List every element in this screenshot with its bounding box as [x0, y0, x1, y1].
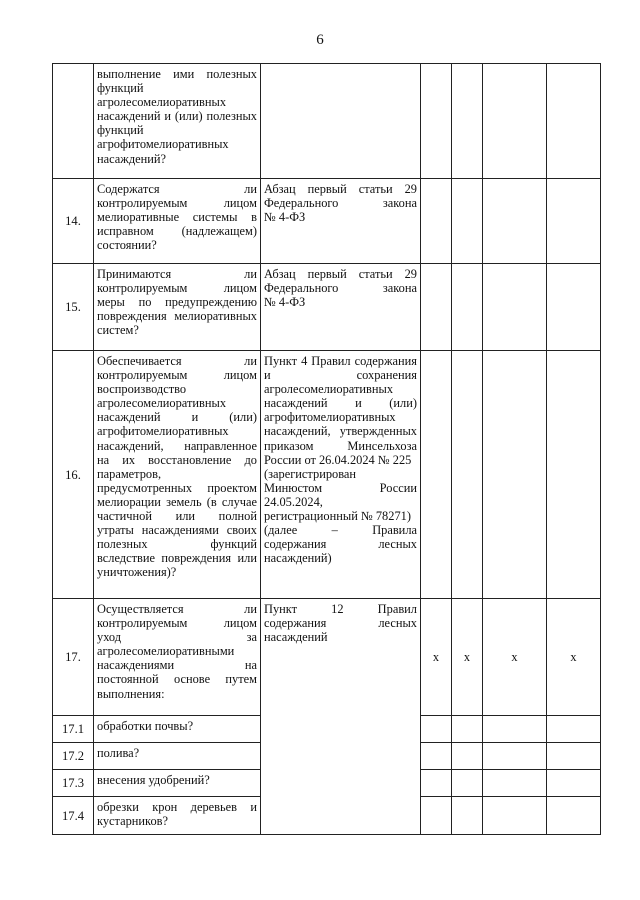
answer-cell: [452, 770, 483, 797]
answer-cell: [483, 64, 547, 179]
answer-cell: [452, 264, 483, 351]
requirement-line: № 4-ФЗ: [264, 210, 306, 225]
answer-cell: [483, 743, 547, 770]
answer-cell: x: [483, 599, 547, 716]
answer-cell: [452, 64, 483, 179]
row-number: 17.4: [53, 797, 94, 835]
requirement-line: Пункт 12 Правил: [264, 602, 417, 616]
row-number: 17.: [53, 599, 94, 716]
answer-cell: [421, 743, 452, 770]
question-line: насаждениями на: [97, 658, 257, 673]
question-line: утраты насаждениями своих: [97, 523, 257, 538]
question-line: частичной или полной: [97, 509, 257, 524]
question-line: контролируемым лицом: [97, 281, 257, 296]
requirement-line: Минюстом России: [264, 480, 417, 495]
requirement-line: содержания лесных: [264, 537, 417, 552]
requirement-line: (далее – Правила: [264, 523, 417, 538]
requirement-line: 24.05.2024,: [264, 494, 323, 509]
answer-cell: [547, 64, 601, 179]
question-line: Осуществляется ли: [97, 602, 257, 616]
answer-cell: [547, 351, 601, 599]
answer-cell: [483, 770, 547, 797]
question-cell: [94, 770, 261, 797]
question-line: обработки почвы?: [97, 719, 194, 733]
answer-cell: [547, 716, 601, 743]
row-number: [53, 64, 94, 179]
answer-cell: [421, 64, 452, 179]
answer-cell: [421, 716, 452, 743]
table-row: [53, 351, 601, 599]
question-line: Обеспечивается ли: [97, 354, 257, 368]
row-number: 17.2: [53, 743, 94, 770]
question-line: систем?: [97, 323, 139, 338]
requirement-line: приказом Минсельхоза: [264, 438, 417, 453]
requirement-line: (зарегистрирован: [264, 466, 357, 481]
question-line: предусмотренных проектом: [97, 480, 257, 495]
question-cell: [94, 264, 261, 351]
requirement-line: России от 26.04.2024 № 225: [264, 452, 412, 467]
answer-cell: [421, 264, 452, 351]
checklist-table: [52, 63, 601, 835]
requirement-line: Абзац первый статьи 29: [264, 267, 417, 281]
requirement-line: Абзац первый статьи 29: [264, 182, 417, 196]
answer-cell: [547, 797, 601, 835]
row-number: 16.: [53, 351, 94, 599]
requirement-cell: [261, 599, 421, 835]
requirement-line: агрофитомелиоративных: [264, 410, 396, 425]
question-line: агрофитомелиоративных: [97, 424, 229, 439]
answer-cell: [483, 797, 547, 835]
answer-cell: [547, 179, 601, 264]
requirement-line: насаждений): [264, 551, 332, 566]
question-line: уход за: [97, 630, 257, 645]
answer-cell: [483, 264, 547, 351]
question-line: состоянии?: [97, 238, 157, 253]
requirement-line: регистрационный № 78271): [264, 509, 411, 524]
page-number: 6: [316, 32, 324, 48]
requirement-line: агролесомелиоративных: [264, 382, 394, 397]
table-row: [53, 179, 601, 264]
question-line: уничтожения)?: [97, 565, 177, 580]
table-row: [53, 599, 601, 716]
question-line: насаждений и (или): [97, 410, 257, 425]
answer-cell: [547, 743, 601, 770]
answer-cell: [483, 716, 547, 743]
answer-cell: [452, 179, 483, 264]
question-line: вследствие повреждения или: [97, 551, 257, 566]
question-cell: [94, 599, 261, 716]
question-line: насаждений и (или) полезных: [97, 109, 257, 124]
question-line: кустарников?: [97, 814, 168, 829]
requirement-cell: [261, 351, 421, 599]
question-line: обрезки крон деревьев и: [97, 800, 257, 814]
question-cell: [94, 351, 261, 599]
question-line: насаждений, направленное: [97, 438, 257, 453]
requirement-line: и сохранения: [264, 368, 417, 383]
requirement-line: № 4-ФЗ: [264, 295, 306, 310]
question-line: полезных функций: [97, 537, 257, 552]
question-line: воспроизводство: [97, 382, 187, 397]
question-line: агрофитомелиоративных: [97, 137, 229, 152]
question-cell: [94, 716, 261, 743]
answer-cell: [452, 743, 483, 770]
answer-cell: [547, 770, 601, 797]
row-number: 14.: [53, 179, 94, 264]
answer-cell: [421, 179, 452, 264]
question-line: постоянной основе путем: [97, 672, 257, 687]
row-number: 15.: [53, 264, 94, 351]
question-line: Содержатся ли: [97, 182, 257, 196]
question-line: контролируемым лицом: [97, 196, 257, 211]
requirement-line: Пункт 4 Правил содержания: [264, 354, 417, 368]
answer-cell: [452, 351, 483, 599]
requirement-cell: [261, 264, 421, 351]
row-number: 17.3: [53, 770, 94, 797]
question-cell: [94, 64, 261, 179]
question-line: на их восстановление до: [97, 452, 257, 467]
question-cell: [94, 797, 261, 835]
question-line: агролесомелиоративных: [97, 95, 227, 110]
answer-cell: [421, 797, 452, 835]
requirement-cell: [261, 64, 421, 179]
answer-cell: [421, 351, 452, 599]
question-line: исправном (надлежащем): [97, 224, 257, 239]
requirement-cell: [261, 179, 421, 264]
question-line: параметров,: [97, 466, 162, 481]
question-line: полива?: [97, 746, 140, 760]
table-row: [53, 264, 601, 351]
question-line: контролируемым лицом: [97, 616, 257, 631]
question-line: мелиорации земель (в случае: [97, 494, 257, 509]
question-line: функций: [97, 123, 144, 138]
question-line: меры по предупреждению: [97, 295, 257, 310]
question-line: агролесомелиоративных: [97, 396, 227, 411]
question-line: функций: [97, 81, 144, 96]
question-line: выполнения:: [97, 686, 165, 701]
requirement-line: насаждений: [264, 630, 328, 645]
answer-cell: x: [452, 599, 483, 716]
question-line: мелиоративные системы в: [97, 210, 257, 225]
answer-cell: [547, 264, 601, 351]
requirement-line: Федерального закона: [264, 281, 417, 296]
answer-cell: [452, 797, 483, 835]
table-row: [53, 64, 601, 179]
requirement-line: насаждений и (или): [264, 396, 417, 411]
row-number: 17.1: [53, 716, 94, 743]
answer-cell: [421, 770, 452, 797]
question-line: внесения удобрений?: [97, 773, 210, 787]
question-line: повреждения мелиоративных: [97, 309, 257, 324]
requirement-line: насаждений, утвержденных: [264, 424, 417, 439]
question-line: выполнение ими полезных: [97, 67, 257, 81]
answer-cell: [483, 179, 547, 264]
question-cell: [94, 743, 261, 770]
question-line: насаждений?: [97, 151, 167, 166]
requirement-line: содержания лесных: [264, 616, 417, 631]
answer-cell: [452, 716, 483, 743]
question-line: Принимаются ли: [97, 267, 257, 281]
question-line: агролесомелиоративными: [97, 644, 235, 659]
question-line: контролируемым лицом: [97, 368, 257, 383]
answer-cell: x: [547, 599, 601, 716]
question-cell: [94, 179, 261, 264]
requirement-line: Федерального закона: [264, 196, 417, 211]
answer-cell: x: [421, 599, 452, 716]
answer-cell: [483, 351, 547, 599]
